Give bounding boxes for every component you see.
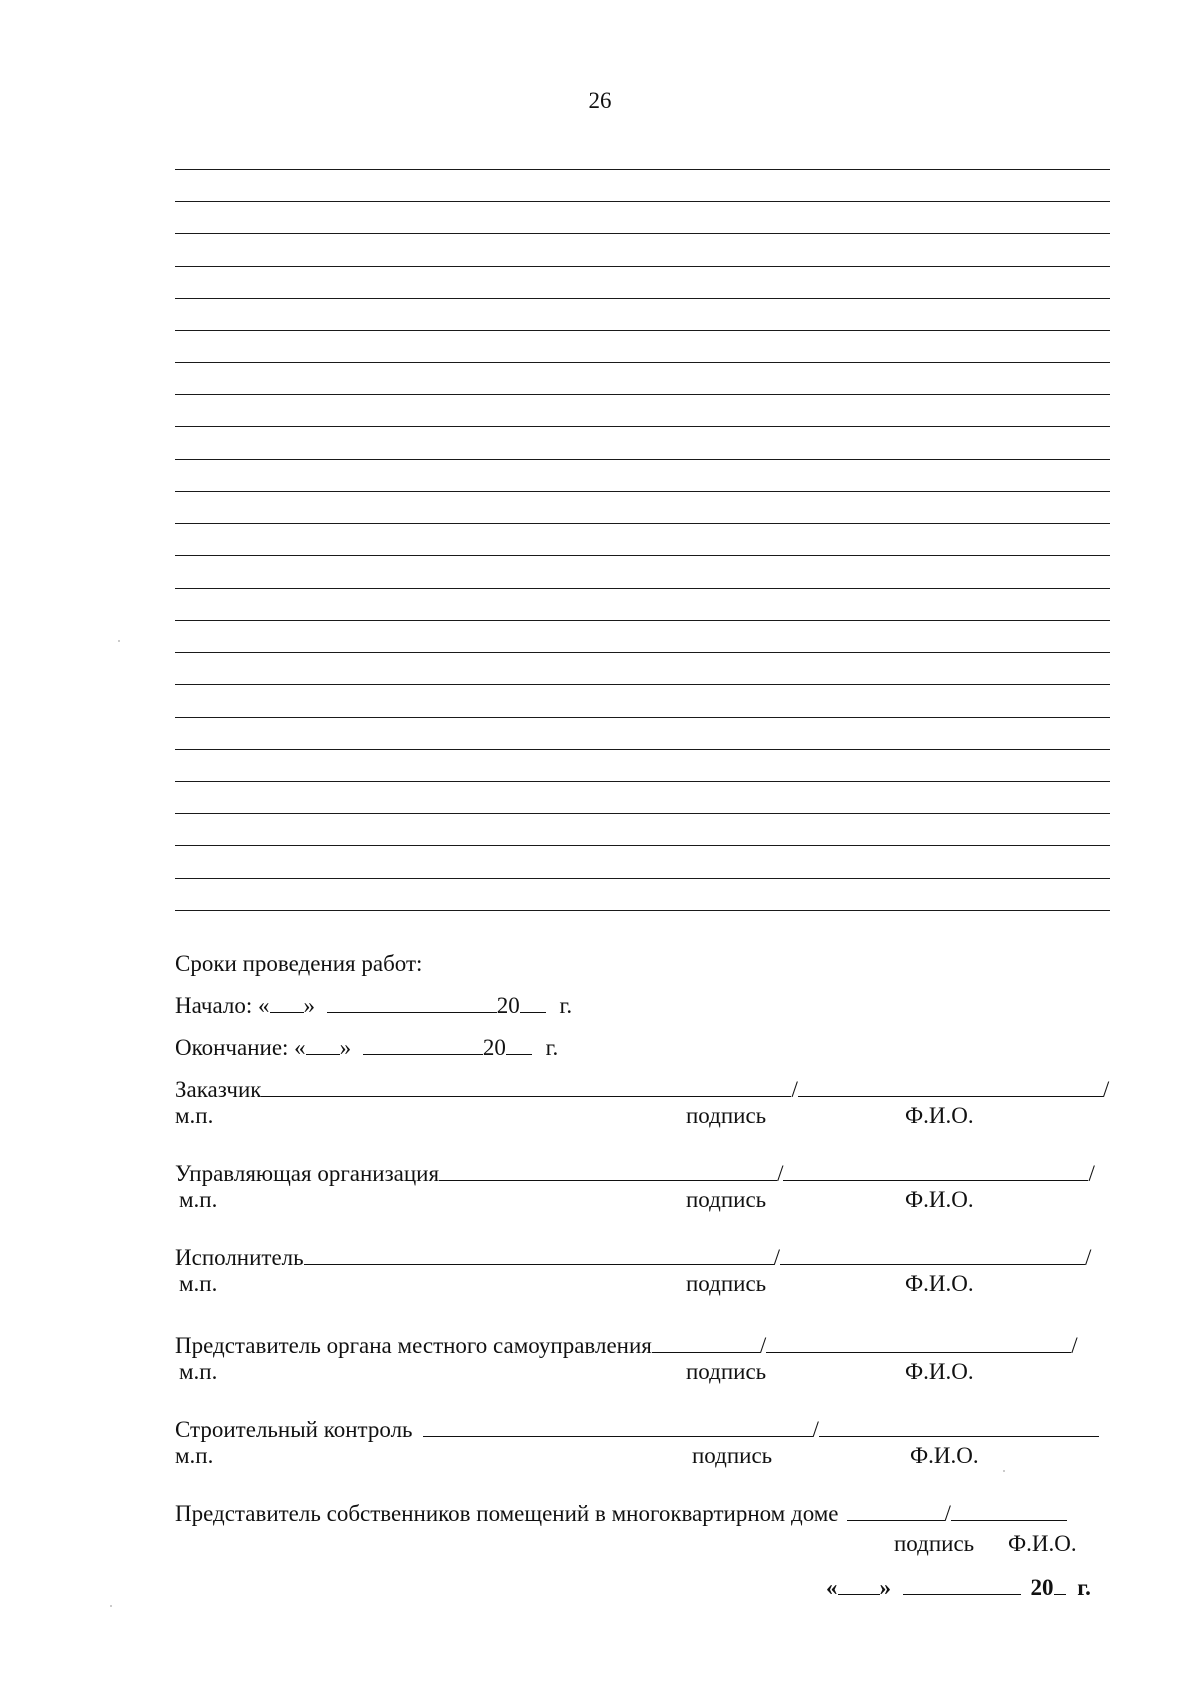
end-day-field[interactable] bbox=[306, 1034, 340, 1055]
blank-line[interactable] bbox=[175, 491, 1110, 492]
end-year: 20 bbox=[482, 1035, 506, 1060]
end-suffix: г. bbox=[545, 1035, 559, 1060]
signature-field[interactable] bbox=[261, 1076, 791, 1097]
name-caption: Ф.И.О. bbox=[905, 1271, 974, 1296]
end-mid: » bbox=[339, 1035, 352, 1060]
signature-field[interactable] bbox=[304, 1244, 774, 1265]
date-year: 20 bbox=[1030, 1575, 1054, 1600]
construction-control-signature-row bbox=[175, 1416, 1099, 1444]
signature-caption: подпись bbox=[692, 1443, 773, 1468]
owners-signature-row bbox=[175, 1500, 1067, 1528]
name-caption: Ф.И.О. bbox=[905, 1359, 974, 1384]
slash: / bbox=[791, 1077, 798, 1102]
slash: / bbox=[1071, 1333, 1078, 1358]
customer-signature-row bbox=[175, 1076, 1109, 1104]
start-date-row bbox=[175, 992, 572, 1020]
start-year: 20 bbox=[496, 993, 520, 1018]
final-date-row bbox=[826, 1574, 1091, 1602]
signature-field[interactable] bbox=[652, 1332, 760, 1353]
start-year-field[interactable] bbox=[520, 992, 546, 1013]
blank-line[interactable] bbox=[175, 652, 1110, 653]
signature-caption: подпись bbox=[686, 1359, 767, 1384]
date-year-field[interactable] bbox=[1054, 1574, 1066, 1595]
start-day-field[interactable] bbox=[270, 992, 304, 1013]
seal-mark: м.п. bbox=[179, 1187, 218, 1212]
name-caption: Ф.И.О. bbox=[905, 1187, 974, 1212]
slash: / bbox=[777, 1161, 784, 1186]
seal-mark: м.п. bbox=[175, 1443, 214, 1468]
blank-line[interactable] bbox=[175, 298, 1110, 299]
scan-speck bbox=[110, 1605, 112, 1607]
seal-mark: м.п. bbox=[179, 1359, 218, 1384]
slash: / bbox=[1088, 1161, 1095, 1186]
name-caption: Ф.И.О. bbox=[905, 1103, 974, 1128]
blank-line[interactable] bbox=[175, 555, 1110, 556]
seal-mark: м.п. bbox=[175, 1103, 214, 1128]
blank-line[interactable] bbox=[175, 910, 1110, 911]
slash: / bbox=[1102, 1077, 1110, 1102]
scan-speck bbox=[118, 640, 120, 642]
name-field[interactable] bbox=[798, 1076, 1103, 1097]
signature-label: Исполнитель bbox=[175, 1245, 304, 1270]
date-suffix: г. bbox=[1077, 1575, 1091, 1600]
blank-line[interactable] bbox=[175, 588, 1110, 589]
name-field[interactable] bbox=[819, 1416, 1099, 1437]
slash: / bbox=[759, 1333, 767, 1358]
signature-caption: подпись bbox=[686, 1103, 767, 1128]
blank-line[interactable] bbox=[175, 781, 1110, 782]
blank-line[interactable] bbox=[175, 233, 1110, 234]
blank-line[interactable] bbox=[175, 813, 1110, 814]
scan-speck bbox=[1003, 1470, 1005, 1472]
name-field[interactable] bbox=[780, 1244, 1085, 1265]
blank-line[interactable] bbox=[175, 459, 1110, 460]
name-field[interactable] bbox=[783, 1160, 1088, 1181]
end-date-row bbox=[175, 1034, 558, 1062]
slash: / bbox=[812, 1417, 819, 1442]
signature-label: Строительный контроль bbox=[175, 1417, 413, 1442]
date-close-quote: » bbox=[879, 1575, 891, 1600]
signature-field[interactable] bbox=[439, 1160, 777, 1181]
start-mid: » bbox=[303, 993, 315, 1018]
date-day-field[interactable] bbox=[838, 1574, 880, 1595]
owners-name-caption: Ф.И.О. bbox=[1008, 1531, 1077, 1556]
end-label: Окончание: « bbox=[175, 1035, 306, 1060]
blank-line[interactable] bbox=[175, 266, 1110, 267]
owners-signature-field[interactable] bbox=[847, 1500, 945, 1521]
management-signature-row bbox=[175, 1160, 1095, 1188]
blank-line[interactable] bbox=[175, 169, 1110, 170]
terms-heading: Сроки проведения работ: bbox=[175, 951, 423, 976]
name-caption: Ф.И.О. bbox=[910, 1443, 979, 1468]
blank-line[interactable] bbox=[175, 523, 1110, 524]
slash: / bbox=[773, 1245, 781, 1270]
signature-label: Заказчик bbox=[175, 1077, 262, 1102]
signature-field[interactable] bbox=[423, 1416, 813, 1437]
blank-line[interactable] bbox=[175, 330, 1110, 331]
slash: / bbox=[1085, 1245, 1092, 1270]
page-number: 26 bbox=[588, 88, 612, 113]
blank-line[interactable] bbox=[175, 620, 1110, 621]
blank-line[interactable] bbox=[175, 749, 1110, 750]
signature-caption: подпись bbox=[686, 1271, 767, 1296]
signature-label: Управляющая организация bbox=[175, 1161, 440, 1186]
start-month-field[interactable] bbox=[327, 992, 497, 1013]
end-year-field[interactable] bbox=[506, 1034, 532, 1055]
start-label: Начало: « bbox=[175, 993, 270, 1018]
blank-line[interactable] bbox=[175, 878, 1110, 879]
date-open-quote: « bbox=[826, 1575, 838, 1600]
signature-label: Представитель органа местного самоуправления bbox=[175, 1333, 652, 1358]
end-month-field[interactable] bbox=[363, 1034, 483, 1055]
owners-label: Представитель собственников помещений в многоквартирном доме bbox=[175, 1501, 839, 1526]
blank-line[interactable] bbox=[175, 394, 1110, 395]
blank-line[interactable] bbox=[175, 426, 1110, 427]
contractor-signature-row bbox=[175, 1244, 1091, 1272]
blank-line[interactable] bbox=[175, 362, 1110, 363]
signature-caption: подпись bbox=[686, 1187, 767, 1212]
name-field[interactable] bbox=[766, 1332, 1071, 1353]
slash: / bbox=[944, 1501, 951, 1526]
date-month-field[interactable] bbox=[903, 1574, 1021, 1595]
owners-name-field[interactable] bbox=[951, 1500, 1067, 1521]
seal-mark: м.п. bbox=[179, 1271, 218, 1296]
municipality-signature-row bbox=[175, 1332, 1078, 1360]
blank-line[interactable] bbox=[175, 845, 1110, 846]
blank-line[interactable] bbox=[175, 201, 1110, 202]
owners-signature-caption: подпись bbox=[894, 1531, 975, 1556]
start-suffix: г. bbox=[559, 993, 573, 1018]
blank-line[interactable] bbox=[175, 684, 1110, 685]
blank-line[interactable] bbox=[175, 717, 1110, 718]
